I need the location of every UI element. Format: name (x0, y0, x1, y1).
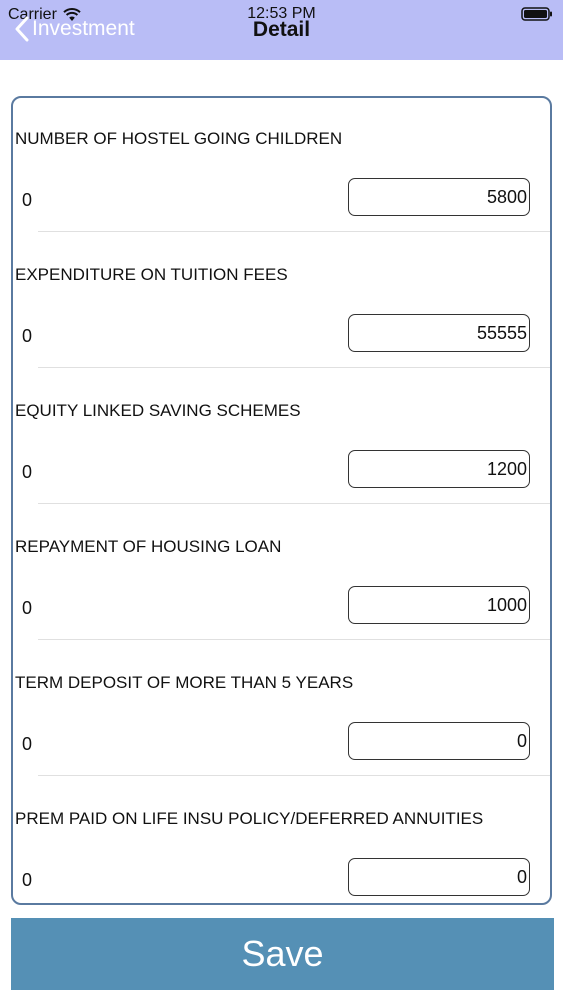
section-housing-loan (13, 506, 550, 642)
page-title: Detail (252, 18, 311, 41)
amount-field (348, 314, 530, 352)
status-time: 12:53 PM (247, 5, 316, 22)
section-label: REPAYMENT OF HOUSING LOAN (15, 537, 282, 556)
row-separator (38, 639, 550, 640)
carrier-label: Carrier (8, 6, 57, 23)
amount-input[interactable] (349, 859, 529, 895)
section-left-value: 0 (22, 870, 33, 890)
amount-input[interactable] (349, 723, 529, 759)
amount-field (348, 858, 530, 896)
amount-input[interactable] (349, 315, 529, 351)
section-left-value: 0 (22, 462, 33, 482)
section-equity-linked-saving (13, 370, 550, 506)
row-separator (38, 775, 550, 776)
amount-input[interactable] (349, 179, 529, 215)
amount-field (348, 722, 530, 760)
section-left-value: 0 (22, 598, 33, 618)
amount-input[interactable] (349, 587, 529, 623)
section-label: EXPENDITURE ON TUITION FEES (15, 265, 288, 284)
section-left-value: 0 (22, 734, 33, 754)
amount-field (348, 178, 530, 216)
row-separator (38, 231, 550, 232)
section-label: PREM PAID ON LIFE INSU POLICY/DEFERRED ANNUITIES (15, 809, 484, 828)
amount-field (348, 586, 530, 624)
section-life-insurance-premium (13, 778, 550, 905)
row-separator (38, 503, 550, 504)
section-hostel-children (13, 98, 550, 234)
section-label: TERM DEPOSIT OF MORE THAN 5 YEARS (15, 673, 354, 692)
section-left-value: 0 (22, 190, 33, 210)
amount-input[interactable] (349, 451, 529, 487)
save-button[interactable]: Save (11, 918, 554, 990)
section-tuition-fees (13, 234, 550, 370)
section-label: NUMBER OF HOSTEL GOING CHILDREN (15, 129, 343, 148)
navigation-bar (0, 0, 563, 60)
section-left-value: 0 (22, 326, 33, 346)
section-label: EQUITY LINKED SAVING SCHEMES (15, 401, 301, 420)
back-button-label: Investment (32, 17, 135, 40)
section-term-deposit (13, 642, 550, 778)
investment-detail-card (11, 96, 552, 905)
row-separator (38, 367, 550, 368)
amount-field (348, 450, 530, 488)
